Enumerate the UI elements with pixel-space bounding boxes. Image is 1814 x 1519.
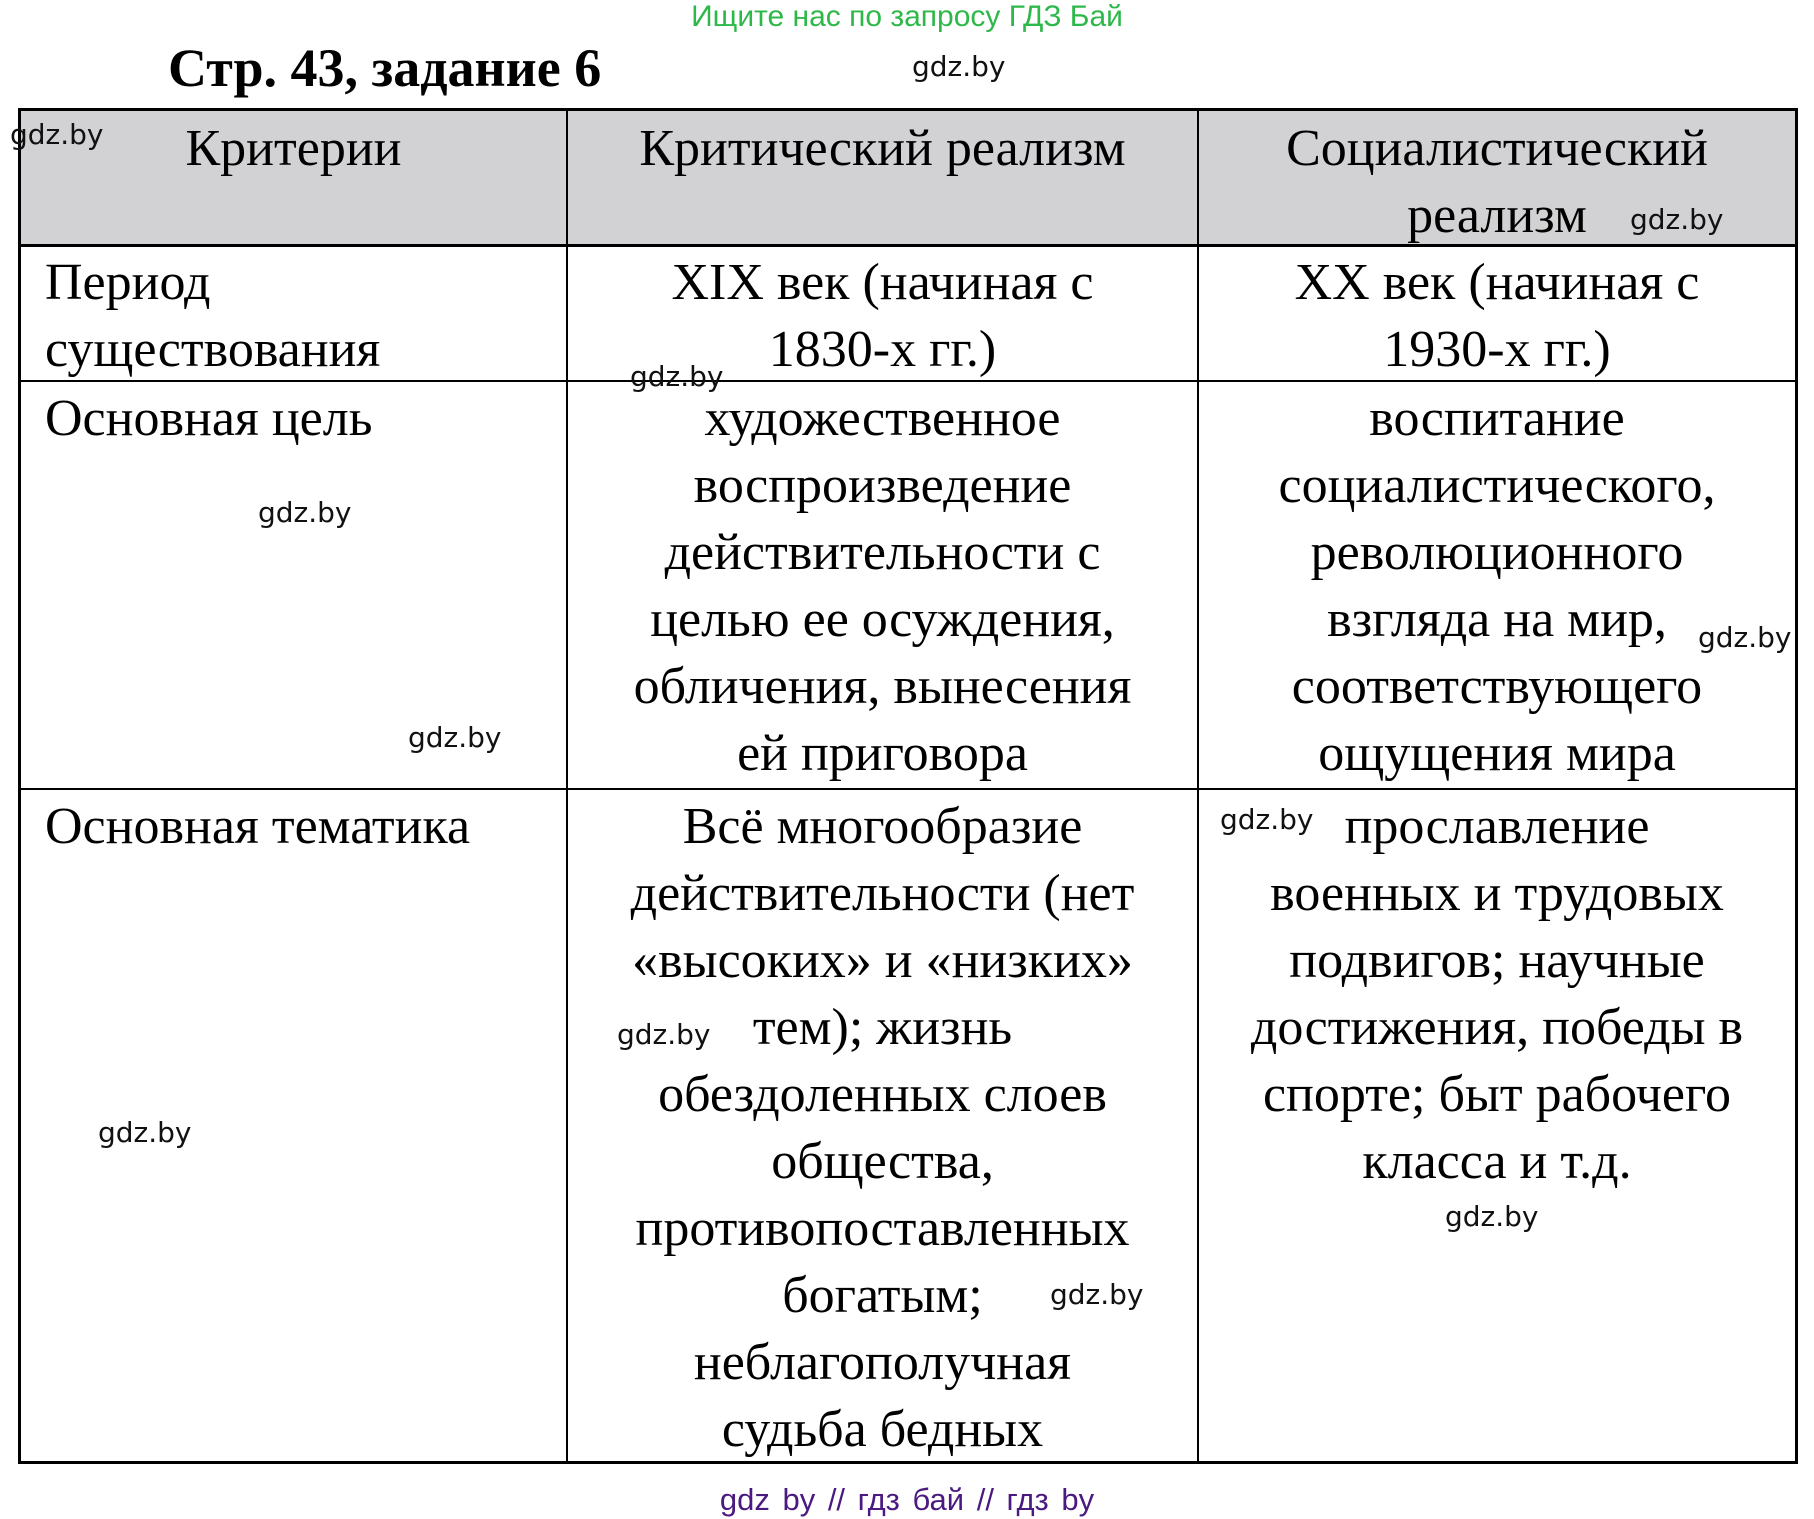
cell-text: 1930-х гг.)	[1383, 321, 1611, 378]
cell-text: богатым;	[782, 1267, 983, 1324]
cell-text: действительности с	[664, 524, 1101, 581]
table-row-goal-criterion	[45, 385, 560, 452]
table-row-themes-critical	[568, 793, 1197, 1463]
cell-text: воспроизведение	[693, 457, 1072, 514]
header-text: реализм	[1407, 187, 1587, 244]
header-text: Критерии	[185, 120, 402, 177]
cell-text: обличения, вынесения	[633, 658, 1132, 715]
table-row-period-socialist	[1199, 249, 1795, 383]
cell-text: соответствующего	[1291, 658, 1703, 715]
watermark: gdz.by	[1630, 203, 1724, 236]
watermark: gdz.by	[912, 50, 1006, 83]
cell-text: обездоленных слоев	[658, 1066, 1107, 1123]
cell-text: достижения, победы в	[1250, 999, 1744, 1056]
comparison-table	[18, 108, 1798, 1464]
cell-text: прославление	[1344, 798, 1650, 855]
cell-text: существования	[45, 321, 381, 378]
cell-text: революционного	[1310, 524, 1684, 581]
header-text: Социалистический	[1286, 120, 1708, 177]
cell-text: неблагополучная	[693, 1334, 1072, 1391]
watermark: gdz.by	[1050, 1278, 1144, 1311]
header-critical-realism	[568, 115, 1197, 182]
watermark: gdz.by	[1445, 1200, 1539, 1233]
cell-text: военных и трудовых	[1270, 865, 1724, 922]
cell-text: XIX век (начиная с	[671, 254, 1094, 311]
cell-text: взгляда на мир,	[1327, 591, 1667, 648]
cell-text: воспитание	[1369, 390, 1625, 447]
cell-text: XX век (начиная с	[1294, 254, 1700, 311]
cell-text: подвигов; научные	[1289, 932, 1705, 989]
cell-text: ей приговора	[737, 725, 1028, 782]
cell-text: целью ее осуждения,	[650, 591, 1115, 648]
cell-text: общества,	[771, 1133, 994, 1190]
table-row-period-criterion	[45, 249, 560, 383]
watermark: gdz.by	[1220, 803, 1314, 836]
row-divider	[21, 788, 1795, 790]
cell-text: Основная тематика	[45, 798, 471, 855]
cell-text: тем); жизнь	[752, 999, 1013, 1056]
cell-text: художественное	[704, 390, 1061, 447]
cell-text: Основная цель	[45, 390, 373, 447]
cell-text: спорте; быт рабочего	[1262, 1066, 1732, 1123]
table-row-goal-socialist	[1199, 385, 1795, 787]
watermark: gdz.by	[408, 721, 502, 754]
cell-text: Всё многообразие	[682, 798, 1083, 855]
watermark: gdz.by	[98, 1116, 192, 1149]
header-text: Критический реализм	[639, 120, 1126, 177]
cell-text: ощущения мира	[1318, 725, 1676, 782]
cell-text: Период	[45, 254, 211, 311]
table-row-goal-critical	[568, 385, 1197, 787]
cell-text: действительности (нет	[630, 865, 1135, 922]
table-row-themes-criterion	[45, 793, 560, 860]
cell-text: класса и т.д.	[1362, 1133, 1632, 1190]
cell-text: «высоких» и «низких»	[632, 932, 1133, 989]
cell-text: 1830-х гг.)	[768, 321, 997, 378]
search-banner: Ищите нас по запросу ГДЗ Бай	[691, 0, 1123, 33]
watermark: gdz.by	[617, 1018, 711, 1051]
footer-links: gdz by // гдз бай // гдз by	[719, 1482, 1095, 1517]
watermark: gdz.by	[630, 360, 724, 393]
watermark: gdz.by	[258, 496, 352, 529]
watermark: gdz.by	[1698, 621, 1792, 654]
cell-text: судьба бедных	[721, 1401, 1044, 1458]
cell-text: противопоставленных	[635, 1200, 1130, 1257]
watermark: gdz.by	[10, 118, 104, 151]
table-row-themes-socialist	[1199, 793, 1795, 1195]
page-title: Стр. 43, задание 6	[168, 38, 602, 98]
cell-text: социалистического,	[1278, 457, 1716, 514]
